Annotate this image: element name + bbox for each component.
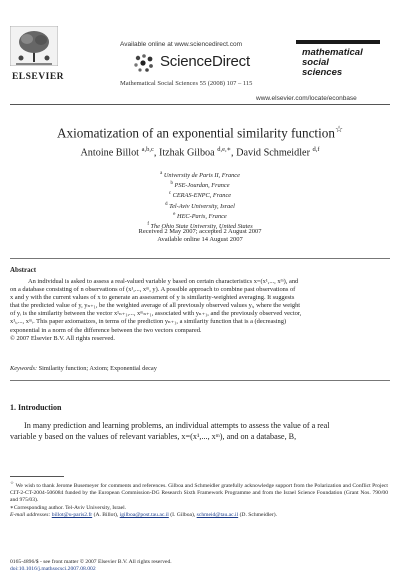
journal-logo-bar <box>296 40 380 44</box>
intro-line: In many prediction and learning problems, an individual attempts to assess the value of a real <box>24 421 330 430</box>
elsevier-tree-icon <box>10 26 58 66</box>
issn-line: 0165-4896/$ - see front matter © 2007 Elsevier B.V. All rights reserved. <box>10 559 172 565</box>
author-affiliation-marks: a,b,c <box>141 146 154 153</box>
abstract-line: that the predicted value of y, yₙ₊₁, be the weighted average of all previously observed values yᵢ, where the weight <box>10 302 301 310</box>
email-label: E-mail addresses: <box>10 512 51 519</box>
affiliation-text: Tel-Aviv University, Israel <box>169 202 235 210</box>
abstract-line: of yᵢ is the similarity between the vector x¹ₙ₊₁,..., xᵐₙ₊₁, associated with yₙ₊₁, and the previously observed vector, <box>10 310 302 318</box>
corresponding-footnote <box>10 505 388 512</box>
affiliation-mark: b <box>170 181 173 187</box>
affiliation-mark: f <box>147 221 149 227</box>
elsevier-logo <box>10 26 65 84</box>
abstract-line: on a database consisting of n observations of (x¹,..., xᵐ, y). A possible approach to combine past observations of <box>10 286 296 294</box>
acknowledgement-footnote <box>10 480 388 505</box>
email-owner: (I. Gilboa), <box>170 512 196 519</box>
publisher-name: ELSEVIER <box>11 72 65 82</box>
affiliation-mark: a <box>160 171 163 176</box>
footnotes <box>10 480 388 519</box>
sciencedirect-dots-icon <box>132 53 156 73</box>
received-date: Received 2 May 2007; accepted 2 August 2007 <box>138 228 262 235</box>
keywords <box>10 365 157 372</box>
abstract-line: An individual is asked to assess a real-valued variable y based on certain characteristics x=(x¹,..., xᵐ), and <box>28 278 299 285</box>
author-name[interactable]: Itzhak Gilboa <box>158 147 215 159</box>
affiliation-mark: d <box>165 201 168 207</box>
sciencedirect-logo <box>118 49 278 75</box>
journal-reference: Mathematical Social Sciences 55 (2008) 107 – 115 <box>120 80 253 87</box>
affiliation-text: The Ohio State University, United States <box>150 223 253 231</box>
abstract-heading: Abstract <box>10 266 37 274</box>
article-dates <box>0 228 400 244</box>
affiliation-item <box>0 170 400 180</box>
author-list: Antoine Billot $^{a,b,c}$, Itzhak Gilboa $^{d,e,∗}$, David Schmeidler $^{d,f}$ <box>80 146 320 159</box>
abstract-body <box>10 278 388 343</box>
author-affiliation-marks: d,f <box>312 146 320 153</box>
sciencedirect-wordmark: ScienceDirect <box>160 53 250 70</box>
email-link-billot[interactable]: billot@u-paris2.fr <box>51 512 93 519</box>
journal-logo <box>296 40 386 100</box>
email-link-gilboa[interactable]: igilboa@post.tau.ac.il <box>119 512 169 519</box>
affiliation-item <box>0 211 400 221</box>
affiliation-mark: e <box>173 211 176 217</box>
keywords-text: Similarity function; Axiom; Exponential decay <box>38 365 157 372</box>
keywords-label: Keywords: <box>10 365 38 372</box>
copyright-line: © 2007 Elsevier B.V. All rights reserved. <box>10 334 116 342</box>
affiliation-text: HEC-Paris, France <box>177 212 227 220</box>
footnote-mark: ∗ <box>10 504 14 511</box>
article-title <box>0 124 400 141</box>
journal-logo-line: sciences <box>302 67 343 78</box>
email-footnote <box>10 512 388 519</box>
affiliation-item <box>0 190 400 200</box>
affiliation-text: PSE-Jourdan, France <box>174 182 230 190</box>
available-online-text: Available online at www.sciencedirect.com <box>120 41 242 48</box>
abstract-line: x¹ᵢ,..., xᵐᵢ. This paper axiomatizes, in terms of the prediction yₙ₊₁, a similarity function that is a (decreasing) <box>10 318 287 326</box>
intro-line: variable y based on the values of relevant variables, x=(x¹,..., xᵐ), and on a database, B, <box>10 432 297 442</box>
journal-logo-line: mathematical <box>302 47 363 58</box>
abstract-line: x and y with the current values of x to generate an assessment of y is similarity-weighted averaging. It suggests <box>10 294 295 302</box>
abstract-line: exponential in a norm of the difference between the two vectors compared. <box>10 326 202 334</box>
keywords-bottom-divider <box>10 380 390 381</box>
acknowledgement-text: We wish to thank Jerome Busemeyer for comments and references. Gilboa and Schmeidler gratefully acknowledge support from the Polarization and Conflict Project CIT-2-CT-2004-506084 funded by the European Commission-DG Research Sixth Framework Programme and from the Israel Science Foundation (Grant Nos. 790/00 and 975/03). <box>10 482 388 504</box>
author-name[interactable]: David Schmeidler <box>236 147 310 159</box>
header-divider <box>10 104 390 105</box>
affiliation-item <box>0 201 400 211</box>
affiliation-mark: c <box>168 191 172 197</box>
footnote-mark: ☆ <box>10 481 15 486</box>
title-footnote-mark[interactable]: ☆ <box>334 124 344 134</box>
affiliation-list <box>0 170 400 231</box>
affiliation-item <box>0 180 400 190</box>
online-date: Available online 14 August 2007 <box>157 236 243 243</box>
corresponding-text: Corresponding author. Tel-Aviv University, Israel. <box>13 504 127 511</box>
abstract-top-divider <box>10 258 390 259</box>
email-owner: (A. Billot), <box>93 512 119 519</box>
bottom-info <box>10 559 172 574</box>
author-name[interactable]: Antoine Billot <box>80 147 140 159</box>
introduction-body <box>10 420 388 442</box>
doi-link[interactable]: doi:10.1016/j.mathsocsci.2007.08.002 <box>10 566 96 573</box>
email-link-schmeidler[interactable]: schmeid@tau.ac.il <box>196 512 239 519</box>
section-heading: 1. Introduction <box>10 403 62 412</box>
title-text: Axiomatization of an exponential similarity function <box>56 125 335 141</box>
email-owner: (D. Schmeidler). <box>239 512 277 519</box>
author-affiliation-marks: d,e,∗ <box>217 146 232 153</box>
affiliation-text: University de Paris II, France <box>163 172 240 180</box>
journal-logo-line: social <box>302 57 329 68</box>
journal-url-link[interactable]: www.elsevier.com/locate/econbase <box>256 95 357 102</box>
footnote-divider <box>10 476 64 477</box>
affiliation-text: CERAS-ENPC, France <box>172 192 232 200</box>
